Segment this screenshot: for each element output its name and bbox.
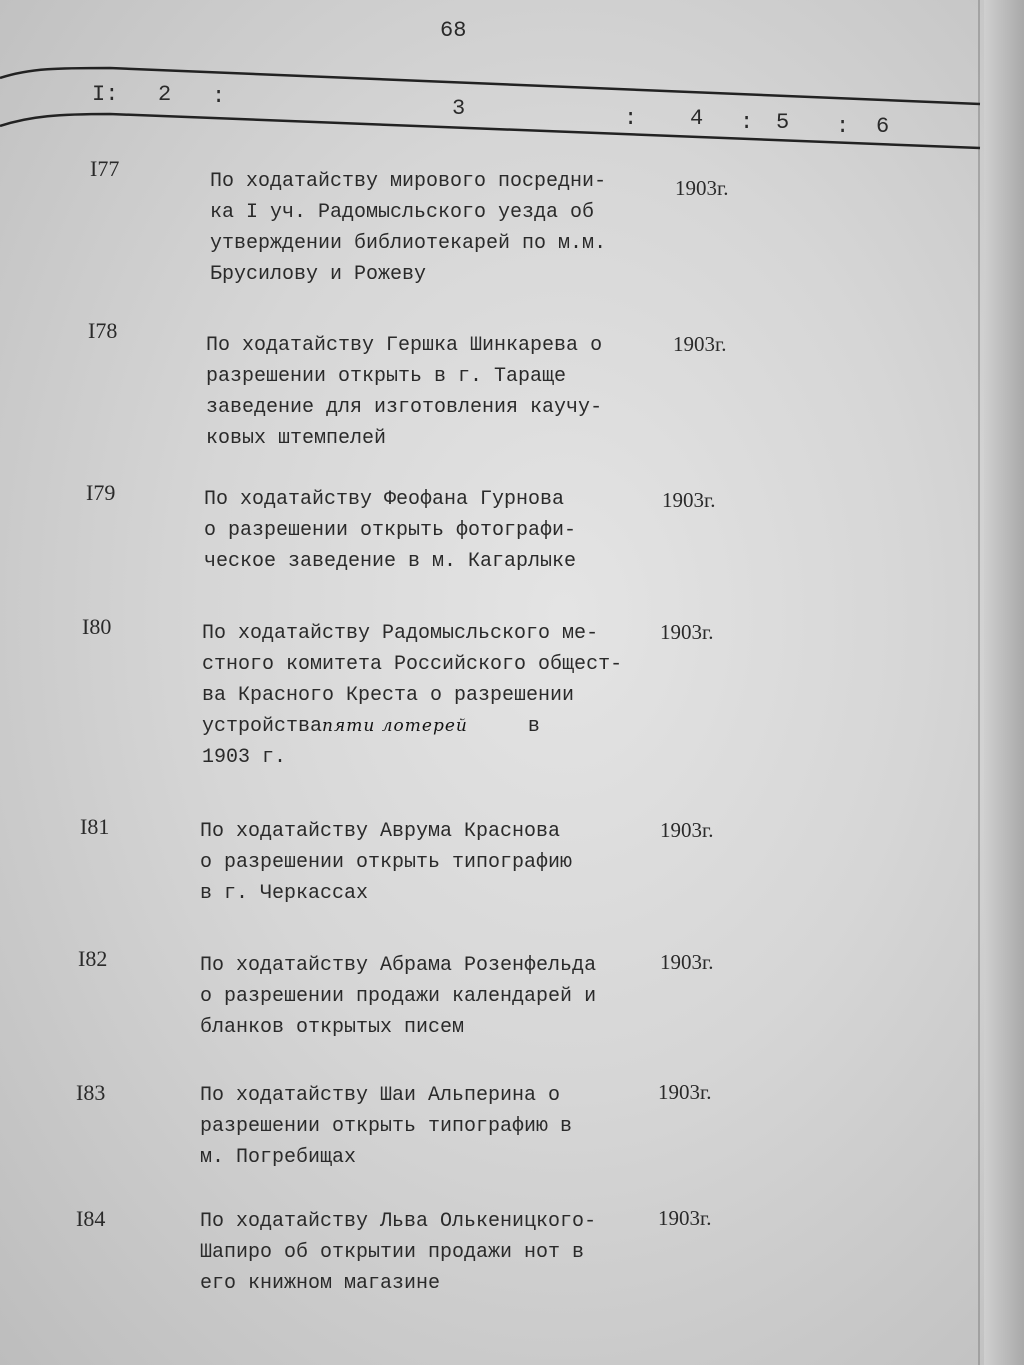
- line: По ходатайству мирового посредни-: [210, 170, 607, 193]
- header-rules: [0, 0, 1024, 180]
- header-bottom-rule: [0, 114, 980, 148]
- entry-year: 1903г.: [660, 818, 714, 842]
- entry-description: [202, 618, 622, 773]
- col-sep: :: [836, 114, 850, 139]
- line: По ходатайству Феофана Гурнова: [204, 488, 565, 511]
- page-number: 68: [440, 18, 467, 43]
- line: 1903 г.: [202, 746, 287, 769]
- line: о разрешении открыть фотографи-: [204, 519, 577, 542]
- line: о разрешении открыть типографию: [200, 851, 573, 874]
- col-header-4: 4: [690, 106, 704, 131]
- page-border-line: [978, 0, 980, 1365]
- entry-number: I81: [80, 814, 110, 839]
- typed-text: в: [527, 715, 540, 738]
- entry-description: [200, 1206, 596, 1299]
- col-sep: :: [624, 106, 638, 131]
- line: ковых штемпелей: [206, 427, 387, 450]
- entry-description: [206, 330, 602, 454]
- line: Шапиро об открытии продажи нот в: [200, 1241, 585, 1264]
- line: заведение для изготовления каучу-: [206, 396, 603, 419]
- line: его книжном магазине: [200, 1272, 441, 1295]
- entry-number: I78: [88, 318, 118, 343]
- line: По ходатайству Радомысльского ме-: [202, 622, 599, 645]
- col-header-1: I:: [92, 82, 119, 107]
- entry-description: [200, 816, 572, 909]
- entry-number: I82: [78, 946, 108, 971]
- entry-year: 1903г.: [673, 332, 727, 356]
- entry-year: 1903г.: [658, 1080, 712, 1104]
- entry-number: I79: [86, 480, 116, 505]
- line: ка I уч. Радомысльского уезда об: [210, 201, 595, 224]
- col-sep: :: [740, 110, 754, 135]
- entry-description: [200, 950, 596, 1043]
- entry-description: [204, 484, 576, 577]
- line: разрешении открыть в г. Тараще: [206, 365, 567, 388]
- typed-text: устройства: [202, 715, 323, 738]
- col-header-2: 2: [158, 82, 172, 107]
- line: разрешении открыть типографию в: [200, 1115, 573, 1138]
- entry-year: 1903г.: [658, 1206, 712, 1230]
- line: утверждении библиотекарей по м.м.: [210, 232, 607, 255]
- line: [202, 711, 622, 742]
- line: стного комитета Российского общест-: [202, 653, 623, 676]
- entry-number: I84: [76, 1206, 106, 1231]
- line: По ходатайству Льва Олькеницкого-: [200, 1210, 597, 1233]
- entry-year: 1903г.: [675, 176, 729, 200]
- col-header-6: 6: [876, 114, 890, 139]
- entry-description: [210, 166, 606, 290]
- page-edge: [984, 0, 1024, 1365]
- header-top-rule: [0, 68, 980, 104]
- col-header-5: 5: [776, 110, 790, 135]
- line: ва Красного Креста о разрешении: [202, 684, 575, 707]
- entry-description: [200, 1080, 572, 1173]
- entry-number: I77: [90, 156, 120, 181]
- entry-number: I83: [76, 1080, 106, 1105]
- col-header-3: 3: [452, 96, 466, 121]
- entry-number: I80: [82, 614, 112, 639]
- line: м. Погребищах: [200, 1146, 357, 1169]
- line: в г. Черкассах: [200, 882, 369, 905]
- line: По ходатайству Абрама Розенфельда: [200, 954, 597, 977]
- line: о разрешении продажи календарей и: [200, 985, 597, 1008]
- entry-year: 1903г.: [662, 488, 716, 512]
- entry-year: 1903г.: [660, 620, 714, 644]
- handwritten-insertion: пяти лотерей: [322, 716, 468, 736]
- line: Брусилову и Рожеву: [210, 263, 427, 286]
- line: По ходатайству Аврума Краснова: [200, 820, 561, 843]
- line: По ходатайству Гершка Шинкарева о: [206, 334, 603, 357]
- line: бланков открытых писем: [200, 1016, 465, 1039]
- entry-year: 1903г.: [660, 950, 714, 974]
- line: ческое заведение в м. Кагарлыке: [204, 550, 577, 573]
- col-sep: :: [212, 84, 226, 109]
- line: По ходатайству Шаи Альперина о: [200, 1084, 561, 1107]
